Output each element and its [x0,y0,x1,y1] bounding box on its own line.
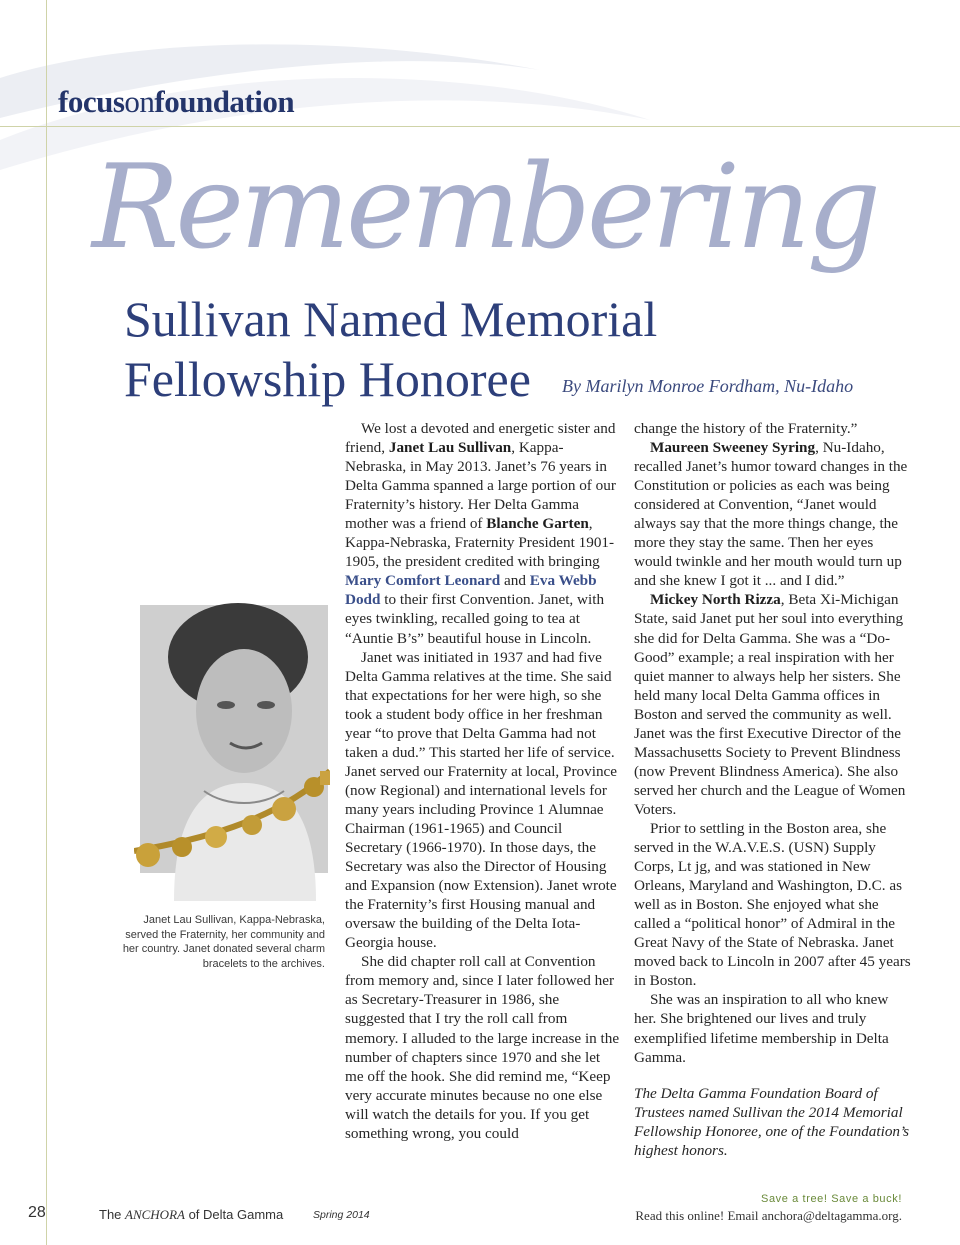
paragraph: She did chapter roll call at Convention from memory and, since I later followed her as Secretary-Treasurer in 1986, she suggested that I try the roll call from memory. I alluded to the large increase in the number of chapters since 1970 and she let me off the hook. She did remind me, “Keep very accurate minutes because no one else will watch the details for you. If you get something wrong, you could [345,953,620,1142]
page-number: 28 [28,1204,46,1221]
paragraph: Mickey North Rizza, Beta Xi-Michigan State, said Janet put her soul into everything she did for Delta Gamma. She was a “Do-Good” example; a real inspiration with her quiet manner to always help her sisters. She held many local Delta Gamma offices in Boston and served the community as well. Janet was the first Executive Director of the Massachusetts Society to Prevent Blindness (now Prevent Blindness America). She also served her church and the League of Women Voters. [634,591,906,818]
name-mickey: Mickey North Rizza [650,591,781,609]
margin-rule-vertical [46,0,47,1245]
name-maureen: Maureen Sweeney Syring [650,439,816,457]
paragraph: Janet was initiated in 1937 and had five Delta Gamma relatives at the time. She said that expectations for her were high, so she took a student body office in her freshman year “to prove that Delta Gamma had not taken a dud.” This started her life of service. Janet served our Fraternity at local, Province (now Regional) and international levels for many years including Province 1 Alumnae Chairman (1961-1965) and Council Secretary (1966-1970). In those days, the Secretary was also the Director of Housing and Expansion (now Extension). Janet wrote the Fraternity’s first Housing manual and oversaw the building of the Delta Iota-Georgia house. [345,648,618,952]
photo-caption: Janet Lau Sullivan, Kappa-Nebraska, served the Fraternity, her community and her country. Janet donated several charm bracelets to the archives. [122,914,325,970]
paragraph: change the history of the Fraternity.” [634,420,858,437]
headline-line-2: Fellowship Honoree [124,351,531,407]
paragraph: Prior to settling in the Boston area, she served in the W.A.V.E.S. (USN) Supply Corps, Lt jg, and was stationed in New Orleans, Maryland and Washington, D.C. as well as in Boston. She enjoyed what she called a “political honor” of Admiral in the Great Navy of the State of Nebraska. Janet moved back to Lincoln in 2007 after 45 years in Boston. [634,819,911,990]
name-eva-webb-dodd: Eva Webb Dodd [345,572,597,609]
header-rule [0,126,960,127]
paragraph: We lost a devoted and energetic sister and friend, Janet Lau Sullivan, Kappa-Nebraska, in May 2013. Janet’s 76 years in Delta Gamma spanned a large portion of our Fraternity’s history. Her Delta Gamma mother was a friend of Blanche Garten, Kappa-Nebraska, Fraternity President 1901-1905, the president credited with bringing Mary Comfort Leonard and Eva Webb Dodd to their first Convention. Janet, with eyes twinkling, recalled going to tea at “Auntie B’s” beautiful house in Lincoln. [345,420,616,647]
name-mary-comfort-leonard: Mary Comfort Leonard [345,572,501,590]
save-tree-note: Save a tree! Save a buck! [761,1193,902,1205]
script-title: Remembering [92,140,878,275]
portrait-photo [134,601,330,901]
byline: By Marilyn Monroe Fordham, Nu-Idaho [562,376,854,396]
paragraph: Maureen Sweeney Syring, Nu-Idaho, recalled Janet’s humor toward changes in the Constitution or policies as each was being considered at Convention, “Janet would always say that the more things change, the more they stay the same. Then her eyes would twinkle and her mouth would turn up and she knew I got it ... and I did.” [634,439,908,590]
paragraph: She was an inspiration to all who knew her. She brightened our lives and truly exemplified lifetime membership in Delta Gamma. [634,991,889,1066]
name-janet: Janet Lau Sullivan [388,439,512,457]
magazine-name: The ANCHORA of Delta Gamma [99,1207,284,1222]
read-online-note: Read this online! Email anchora@deltagamma.org. [635,1208,902,1223]
article-column-1 [345,419,620,1143]
section-label: focusonfoundation [58,84,295,119]
issue-date: Spring 2014 [313,1209,370,1221]
headline-line-1: Sullivan Named Memorial [124,291,658,347]
name-blanche: Blanche Garten [486,515,589,533]
article-column-2 [634,419,912,1160]
closing-note: The Delta Gamma Foundation Board of Trustees named Sullivan the 2014 Memorial Fellowship Honoree, one of the Foundation’s highest honors. [634,1084,910,1159]
